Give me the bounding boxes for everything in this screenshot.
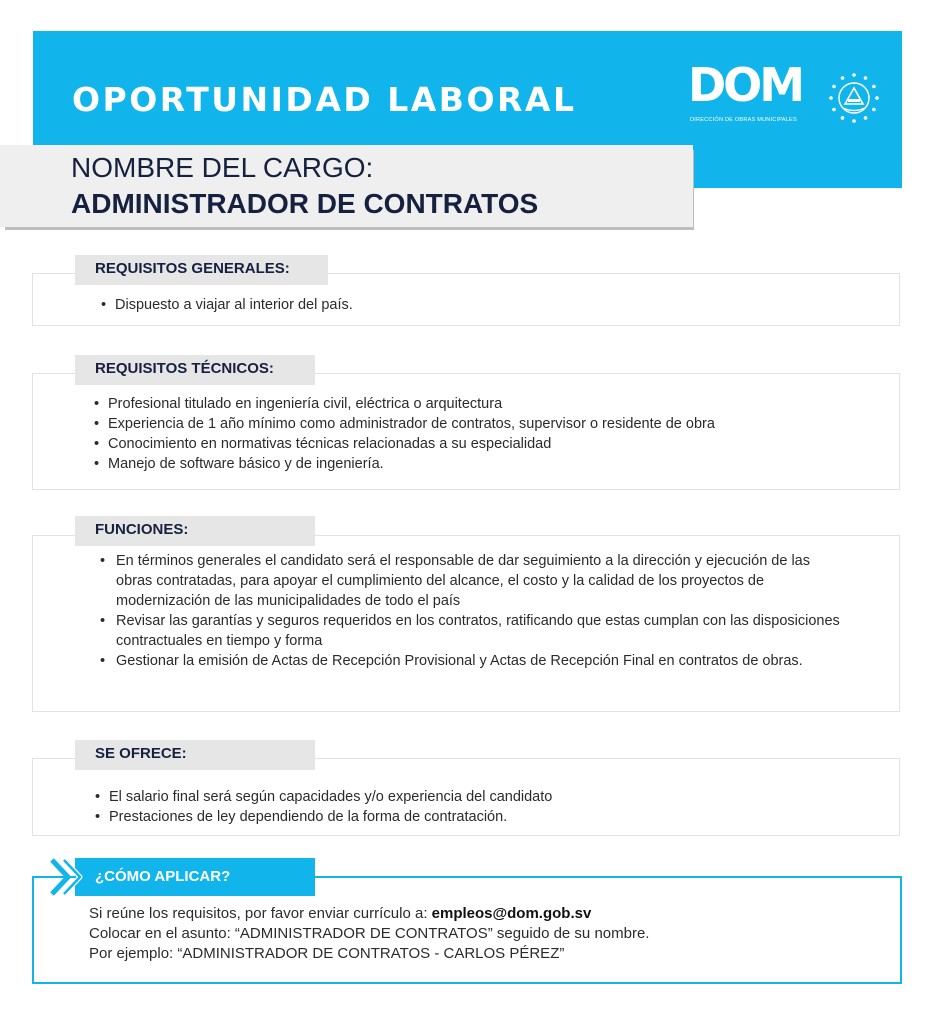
list-item: • Dispuesto a viajar al interior del país. — [101, 295, 353, 315]
tecnicos-list — [94, 394, 715, 474]
cargo-name: ADMINISTRADOR DE CONTRATOS — [71, 188, 539, 219]
list-item: • El salario final será según capacidades y/o experiencia del candidato — [95, 787, 552, 807]
list-item: • Manejo de software básico y de ingeniería. — [94, 454, 715, 474]
apply-line-1 — [89, 904, 649, 924]
list-item: • Conocimiento en normativas técnicas relacionadas a su especialidad — [94, 434, 715, 454]
generales-list — [101, 295, 353, 315]
list-item: • Prestaciones de ley dependiendo de la forma de contratación. — [95, 807, 552, 827]
logo-subtitle: DIRECCIÓN DE OBRAS MUNICIPALES — [690, 117, 797, 123]
list-item: • Profesional titulado en ingeniería civil, eléctrica o arquitectura — [94, 394, 715, 414]
double-chevron-right-icon — [48, 856, 88, 898]
ofrece-list — [95, 787, 552, 827]
funciones-list — [100, 551, 840, 671]
tecnicos-heading: REQUISITOS TÉCNICOS: — [75, 355, 315, 385]
apply-instructions — [89, 904, 649, 964]
page-title: OPORTUNIDAD LABORAL — [72, 80, 577, 119]
apply-line-3: Por ejemplo: “ADMINISTRADOR DE CONTRATOS - CARLOS PÉREZ” — [89, 945, 565, 962]
apply-line-2: Colocar en el asunto: “ADMINISTRADOR DE CONTRATOS” seguido de su nombre. — [89, 925, 650, 942]
ofrece-heading: SE OFRECE: — [75, 740, 315, 770]
funciones-heading: FUNCIONES: — [75, 516, 315, 546]
logo-wordmark: DOM — [688, 58, 803, 112]
list-item: • En términos generales el candidato será el responsable de dar seguimiento a la dirección y ejecución de las obras contratadas, para apoyar el cumplimiento del alcance, el costo y la calidad de los proyectos de modernización de las municipalidades de todo el país — [100, 551, 840, 611]
apply-email[interactable]: empleos@dom.gob.sv — [431, 905, 592, 922]
list-item: • Gestionar la emisión de Actas de Recepción Provisional y Actas de Recepción Final en contratos de obras. — [100, 651, 840, 671]
generales-heading: REQUISITOS GENERALES: — [75, 255, 328, 285]
cargo-label: NOMBRE DEL CARGO: — [71, 152, 374, 183]
apply-line-1-text: Si reúne los requisitos, por favor enviar currículo a: — [89, 905, 432, 922]
national-seal-icon — [828, 72, 880, 124]
list-item: • Experiencia de 1 año mínimo como administrador de contratos, supervisor o residente de obra — [94, 414, 715, 434]
dom-logo — [688, 58, 883, 130]
apply-heading: ¿CÓMO APLICAR? — [75, 858, 315, 896]
list-item: • Revisar las garantías y seguros requeridos en los contratos, ratificando que estas cumplan con las disposiciones contractuales en tiempo y forma — [100, 611, 840, 651]
